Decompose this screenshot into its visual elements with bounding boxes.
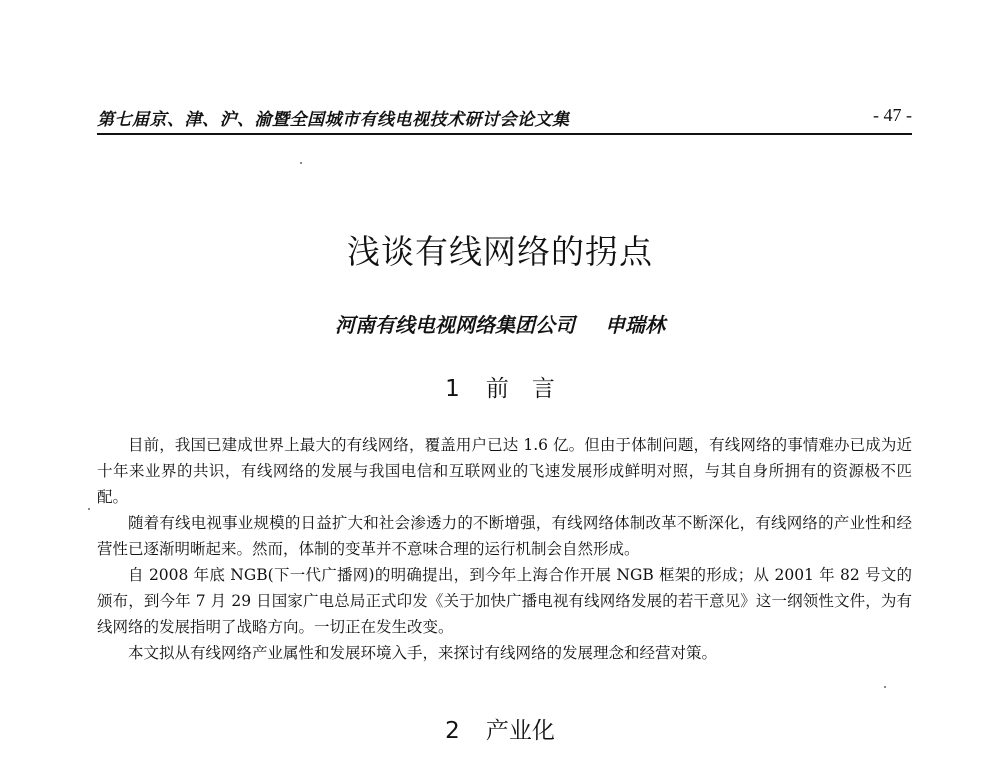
running-header bbox=[97, 105, 912, 131]
paragraph: 随着有线电视事业规模的日益扩大和社会渗透力的不断增强，有线网络体制改革不断深化，有线网络的产业性和经营性已逐渐明晰起来。然而，体制的变革并不意味合理的运行机制会自然形成。 bbox=[97, 514, 912, 558]
section-heading-introduction bbox=[0, 370, 1000, 403]
paragraph: 本文拟从有线网络产业属性和发展环境入手，来探讨有线网络的发展理念和经营对策。 bbox=[128, 644, 718, 662]
section-heading-industrialization bbox=[0, 712, 1000, 745]
running-title: 第七届京、津、沪、渝暨全国城市有线电视技术研讨会论文集 bbox=[97, 110, 570, 130]
affiliation: 河南有线电视网络集团公司 bbox=[335, 313, 575, 337]
scan-speck bbox=[88, 508, 90, 510]
paper-title: 浅谈有线网络的拐点 bbox=[347, 232, 653, 271]
paragraph: 目前，我国已建成世界上最大的有线网络，覆盖用户已达 1.6 亿。但由于体制问题，有线网络的事情难办已成为近十年来业界的共识，有线网络的发展与我国电信和互联网业的飞速发展形成鲜明对照，与其自身所拥有的资源极不匹配。 bbox=[97, 436, 912, 506]
section-body bbox=[97, 432, 912, 666]
section-number: 1 bbox=[445, 376, 460, 402]
scan-speck bbox=[884, 686, 886, 688]
section-number: 2 bbox=[445, 718, 460, 744]
scan-speck bbox=[300, 162, 302, 164]
paragraph: 自 2008 年底 NGB(下一代广播网)的明确提出，到今年上海合作开展 NGB 框架的形成；从 2001 年 82 号文的颁布，到今年 7 月 29 日国家广电总局正式印发《关于加快广播电视有线网络发展的若干意见》这一纲领性文件，为有线网络的发展指明了战略方向。一切正在发生改变。 bbox=[97, 566, 912, 636]
author: 申瑞林 bbox=[605, 313, 665, 337]
section-title: 产业化 bbox=[485, 718, 555, 744]
page-number: - 47 - bbox=[873, 105, 912, 125]
header-rule bbox=[97, 133, 912, 135]
section-title: 前 言 bbox=[485, 376, 555, 402]
byline bbox=[0, 309, 1000, 338]
